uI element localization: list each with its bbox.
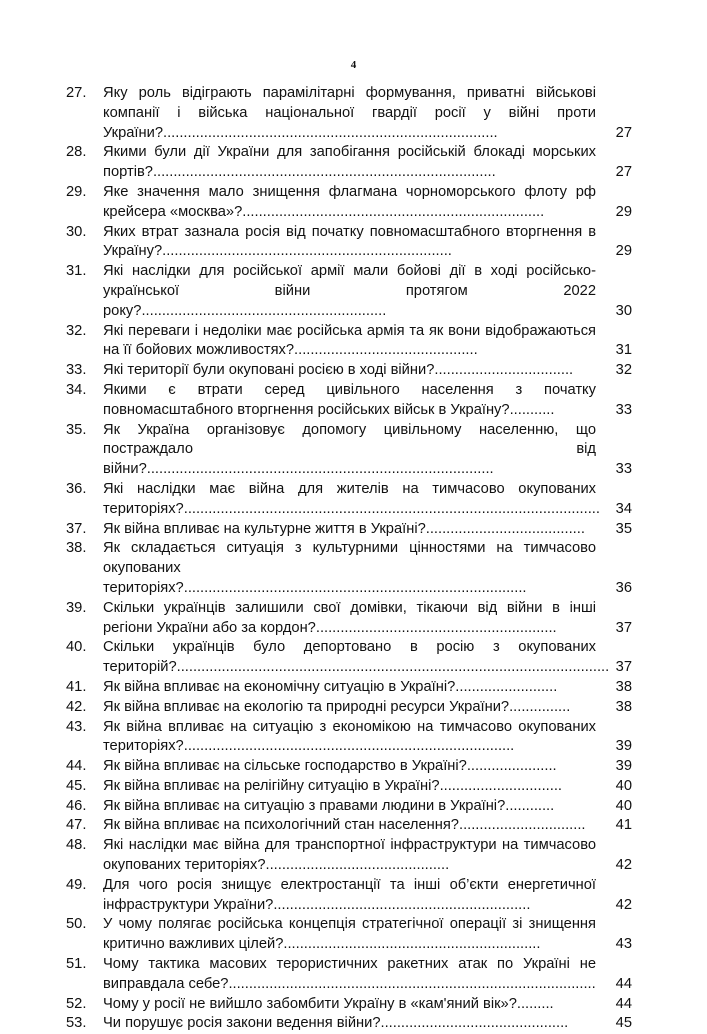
- toc-entry-title: Які наслідки має війна для транспортної інфраструктури на тимчасово окупованих територіях?: [103, 837, 596, 874]
- toc-entry-31[interactable]: [66, 262, 632, 321]
- toc-entry-page: 27: [615, 124, 632, 141]
- toc-entry-page: 34: [615, 500, 632, 517]
- toc-entry-50[interactable]: [66, 915, 632, 955]
- toc-leader-dots: ..................................: [434, 362, 574, 379]
- toc-leader-dots: .....................................................................................: [146, 461, 494, 478]
- toc-entry-title: Як складається ситуація з культурними цінностями на тимчасово окупованих територіях?: [103, 540, 596, 596]
- toc-entry-number: 43.: [66, 718, 87, 735]
- toc-leader-dots: ...........................................................: [315, 619, 557, 636]
- toc-entry-title: Якими були дії України для запобігання російській блокаді морських портів?: [103, 144, 596, 181]
- toc-leader-dots: .........................: [455, 678, 558, 695]
- toc-entry-title: Як війна впливає на ситуацію з економікою на тимчасово окупованих територіях?: [103, 718, 596, 755]
- toc-entry-title: Для чого росія знищує електростанції та інші об’єкти енергетичної інфраструктури України?: [103, 876, 596, 913]
- toc-entry-title: Яку роль відіграють парамілітарні формування, приватні військові компанії і війська національної гвардії росії у війні проти України?: [103, 85, 596, 141]
- toc-entry-title: Які наслідки має війна для жителів на тимчасово окупованих територіях?: [103, 480, 596, 517]
- toc-entry-number: 30.: [66, 223, 87, 240]
- toc-leader-dots: .............................................: [294, 342, 478, 359]
- toc-entry-page: 44: [615, 975, 632, 992]
- toc-entry-page: 36: [615, 579, 632, 596]
- toc-entry-number: 41.: [66, 678, 87, 695]
- toc-leader-dots: ...............................: [458, 817, 586, 834]
- toc-entry-40[interactable]: [66, 638, 632, 678]
- toc-entry-title: Як Україна організовує допомогу цивільному населенню, що постраждало від війни?: [103, 421, 596, 478]
- toc-entry-page: 45: [615, 1015, 632, 1032]
- toc-entry-number: 35.: [66, 421, 87, 438]
- toc-entry-title: Як війна впливає на культурне життя в Україні?: [103, 520, 426, 537]
- toc-entry-title: Скільки українців залишили свої домівки, тікаючи від війни в інші регіони України або за кордон?: [103, 599, 596, 636]
- toc-entry-page: 39: [615, 758, 632, 775]
- toc-entry-title: Яких втрат зазнала росія від початку повномасштабного вторгнення в Україну?: [103, 223, 596, 260]
- toc-entry-number: 46.: [66, 797, 87, 814]
- toc-entry-page: 33: [615, 461, 632, 478]
- toc-entry-page: 37: [615, 659, 632, 676]
- toc-entry-44[interactable]: [66, 757, 632, 777]
- toc-entry-number: 47.: [66, 817, 87, 834]
- toc-entry-title: Як війна впливає на економічну ситуацію в Україні?: [103, 678, 456, 695]
- toc-entry-page: 29: [615, 243, 632, 260]
- toc-entry-51[interactable]: [66, 955, 632, 995]
- toc-entry-47[interactable]: [66, 816, 632, 836]
- toc-entry-number: 33.: [66, 362, 87, 379]
- toc-entry-37[interactable]: [66, 520, 632, 540]
- toc-entry-title: Як війна впливає на релігійну ситуацію в Україні?: [103, 777, 440, 794]
- toc-entry-35[interactable]: [66, 421, 632, 480]
- toc-entry-29[interactable]: [66, 183, 632, 223]
- toc-entry-title: Як війна впливає на психологічний стан населення?: [103, 817, 459, 834]
- toc-entry-title: У чому полягає російська концепція стратегічної операції зі знищення критично важливих цілей?: [103, 916, 596, 953]
- toc-entry-page: 42: [615, 857, 632, 874]
- toc-entry-title: Чому тактика масових терористичних ракетних атак по Україні не виправдала себе?: [103, 956, 596, 992]
- toc-entry-45[interactable]: [66, 777, 632, 797]
- toc-entry-number: 45.: [66, 777, 87, 794]
- toc-entry-title: Як війна впливає на екологію та природні ресурси України?: [103, 698, 510, 715]
- page-number: 4: [350, 59, 357, 71]
- toc-entry-page: 43: [615, 936, 632, 953]
- toc-entry-38[interactable]: [66, 539, 632, 598]
- toc-entry-number: 29.: [66, 183, 87, 200]
- toc-leader-dots: .......................................................................: [162, 243, 452, 260]
- toc-entry-page: 37: [615, 619, 632, 636]
- toc-entry-number: 50.: [66, 916, 87, 933]
- toc-leader-dots: ..............................................: [380, 1015, 569, 1032]
- toc-leader-dots: ............................................................: [141, 302, 387, 319]
- toc-entry-page: 40: [615, 777, 632, 794]
- toc-entry-page: 29: [615, 203, 632, 220]
- toc-leader-dots: ..................................................................................: [163, 124, 498, 141]
- toc-entry-page: 39: [615, 738, 632, 755]
- toc-entry-46[interactable]: [66, 797, 632, 817]
- toc-leader-dots: ...............: [509, 698, 571, 715]
- toc-entry-page: 32: [615, 362, 632, 379]
- toc-entry-number: 31.: [66, 263, 87, 280]
- toc-entry-36[interactable]: [66, 480, 632, 520]
- toc-entry-title: Які переваги і недоліки має російська армія та як вони відображаються на її бойових можливостях?: [103, 322, 596, 359]
- toc-entry-title: Яке значення мало знищення флагмана чорноморського флоту рф крейсера «москва»?: [103, 183, 596, 220]
- toc-entry-number: 52.: [66, 995, 87, 1012]
- toc-entry-title: Як війна впливає на сільське господарство в Україні?: [103, 758, 467, 775]
- toc-entry-page: 33: [615, 401, 632, 418]
- toc-entry-number: 42.: [66, 698, 87, 715]
- toc-entry-27[interactable]: [66, 84, 632, 143]
- toc-entry-number: 49.: [66, 876, 87, 893]
- toc-entry-number: 37.: [66, 520, 87, 537]
- toc-entry-page: 40: [615, 797, 632, 814]
- toc-entry-number: 36.: [66, 480, 87, 497]
- toc-entry-title: Чи порушує росія закони ведення війни?: [103, 1015, 381, 1032]
- toc-leader-dots: .......................................: [425, 520, 585, 537]
- toc-entry-33[interactable]: [66, 361, 632, 381]
- toc-entry-title: Які наслідки для російської армії мали бойові дії в ході російсько-української війни протягом 2022 року?: [103, 263, 596, 319]
- toc-entry-page: 42: [615, 896, 632, 913]
- toc-entry-title: Які території були окуповані росією в ході війни?: [103, 362, 435, 379]
- toc-entry-42[interactable]: [66, 698, 632, 718]
- toc-entry-page: 38: [615, 698, 632, 715]
- toc-entry-title: Чому у росії не вийшло забомбити Україну в «кам'яний вік»?: [103, 995, 517, 1012]
- toc-entry-title: Як війна впливає на ситуацію з правами людини в Україні?: [103, 797, 506, 814]
- toc-entry-page: 38: [615, 678, 632, 695]
- toc-leader-dots: ...............................................................: [273, 896, 531, 913]
- toc-entry-number: 38.: [66, 540, 87, 557]
- toc-entry-number: 39.: [66, 599, 87, 616]
- toc-leader-dots: ...........: [509, 401, 555, 418]
- toc-leader-dots: ..........................................................................................................: [176, 659, 610, 676]
- toc-entry-page: 31: [615, 342, 632, 359]
- toc-entry-number: 48.: [66, 837, 87, 854]
- toc-entry-41[interactable]: [66, 678, 632, 698]
- toc-leader-dots: ..........................................................................................: [228, 975, 596, 992]
- toc-entry-49[interactable]: [66, 876, 632, 916]
- toc-entry-number: 32.: [66, 322, 87, 339]
- toc-entry-48[interactable]: [66, 836, 632, 876]
- toc-entry-30[interactable]: [66, 223, 632, 263]
- toc-leader-dots: .........: [516, 995, 554, 1012]
- toc-entry-number: 51.: [66, 956, 87, 973]
- toc-entry-32[interactable]: [66, 322, 632, 362]
- toc-entry-number: 34.: [66, 381, 87, 398]
- toc-leader-dots: ............: [505, 797, 555, 814]
- toc-entry-page: 30: [615, 302, 632, 319]
- toc-entry-page: 27: [615, 164, 632, 181]
- toc-leader-dots: ..........................................................................: [242, 203, 545, 220]
- toc-leader-dots: ....................................................................................: [152, 164, 496, 181]
- toc-entry-number: 27.: [66, 85, 87, 101]
- toc-entry-page: 35: [615, 520, 632, 537]
- toc-leader-dots: ......................: [466, 758, 557, 775]
- toc-entry-number: 28.: [66, 144, 87, 161]
- toc-leader-dots: .................................................................................: [183, 738, 515, 755]
- toc-leader-dots: ......................................................................................................: [183, 500, 600, 517]
- toc-entry-number: 44.: [66, 758, 87, 775]
- toc-entry-title: Скільки українців було депортовано в росію з окупованих територій?: [103, 639, 596, 676]
- toc-leader-dots: ..............................: [439, 777, 562, 794]
- toc-leader-dots: .............................................: [265, 857, 450, 874]
- toc-entry-43[interactable]: [66, 718, 632, 758]
- toc-entry-28[interactable]: [66, 143, 632, 183]
- toc-entry-39[interactable]: [66, 599, 632, 639]
- toc-entry-page: 41: [615, 817, 632, 834]
- toc-entry-52[interactable]: [66, 995, 632, 1015]
- toc-entry-34[interactable]: [66, 381, 632, 421]
- table-of-contents: [66, 84, 632, 1034]
- toc-leader-dots: ...............................................................: [283, 936, 541, 953]
- toc-entry-page: 44: [615, 995, 632, 1012]
- toc-leader-dots: ....................................................................................: [183, 579, 527, 596]
- toc-entry-number: 53.: [66, 1015, 87, 1032]
- toc-entry-number: 40.: [66, 639, 87, 656]
- toc-entry-title: Якими є втрати серед цивільного населення з початку повномасштабного вторгнення російських військ в Україну?: [103, 381, 596, 418]
- toc-entry-53[interactable]: [66, 1014, 632, 1034]
